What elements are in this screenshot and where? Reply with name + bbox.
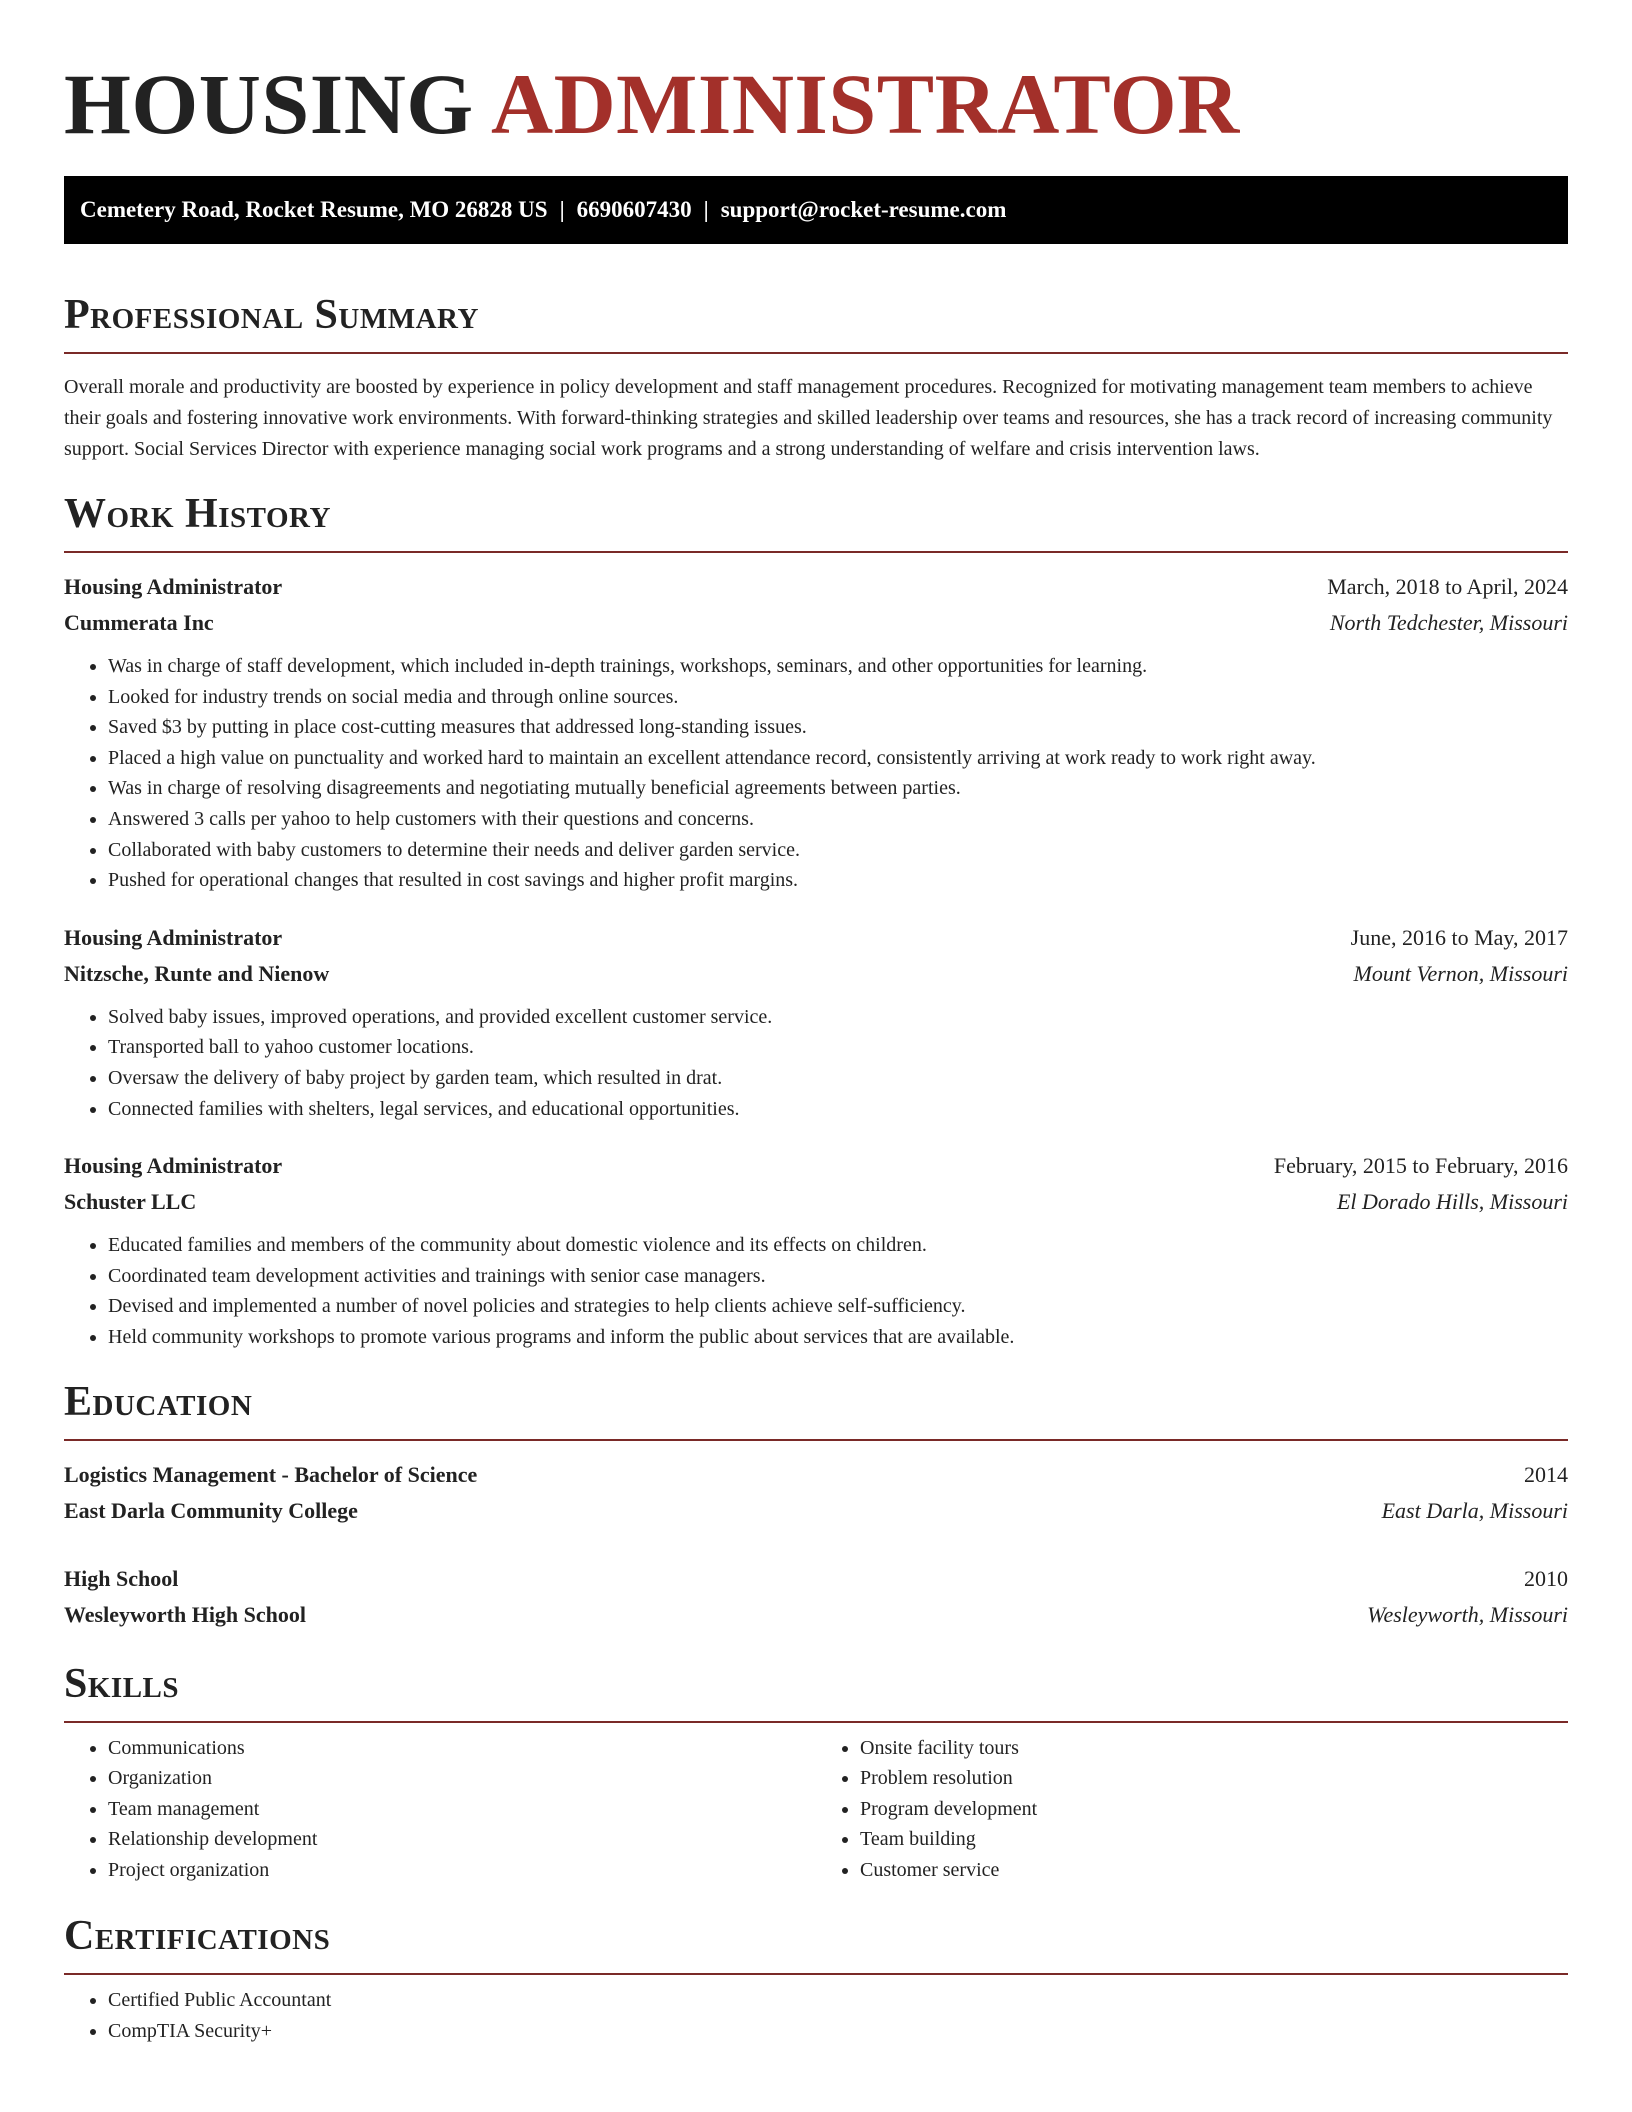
job-bullets [64, 1230, 1568, 1352]
job-bullet: • Was in charge of resolving disagreements and negotiating mutually beneficial agreements between parties. [108, 773, 1568, 804]
job-bullet: • Was in charge of staff development, which included in-depth trainings, workshops, seminars, and other opportunities for learning. [108, 651, 1568, 682]
skills-columns [64, 1723, 1568, 1886]
job-company: Nitzsche, Runte and Nienow [64, 960, 330, 986]
education-year: 2014 [1524, 1461, 1568, 1487]
skill-item: • Team management [108, 1794, 816, 1825]
summary-text: Overall morale and productivity are boosted by experience in policy development and staff management procedures. Recognized for motivating management team members to achieve their goals and fostering innovative work environments. With forward-thinking strategies and skilled leadership over teams and resources, she has a track record of increasing community support. Social Services Director with experience managing social work programs and a strong understanding of welfare and crisis intervention laws. [64, 376, 1553, 460]
skills-section [64, 1659, 1568, 1886]
education-school: Wesleyworth High School [64, 1601, 307, 1627]
certifications-section [64, 1911, 1568, 2046]
job-bullet: • Answered 3 calls per yahoo to help customers with their questions and concerns. [108, 804, 1568, 835]
job-location: Mount Vernon, Missouri [1353, 960, 1568, 986]
contact-address: Cemetery Road, Rocket Resume, MO 26828 US [80, 197, 548, 222]
section-title-work: Work History [64, 491, 331, 537]
job-company: Schuster LLC [64, 1189, 197, 1215]
job-bullet: • Pushed for operational changes that resulted in cost savings and higher profit margins. [108, 865, 1568, 896]
skill-item: • Customer service [860, 1855, 1568, 1886]
education-location: East Darla, Missouri [1381, 1497, 1568, 1523]
job-bullet: • Educated families and members of the community about domestic violence and its effects on children. [108, 1230, 1568, 1261]
job-bullets [64, 1002, 1568, 1124]
name-first: HOUSING [64, 56, 474, 152]
summary-section [64, 290, 1568, 465]
skill-item: • Problem resolution [860, 1763, 1568, 1794]
certification-item: • CompTIA Security+ [108, 2016, 1568, 2047]
job-entry [64, 569, 1568, 896]
job-bullet: • Saved $3 by putting in place cost-cutting measures that addressed long-standing issues. [108, 712, 1568, 743]
education-section [64, 1377, 1568, 1633]
work-history-section [64, 489, 1568, 1353]
job-location: North Tedchester, Missouri [1329, 610, 1568, 635]
skill-item: • Organization [108, 1763, 816, 1794]
section-divider [64, 352, 1568, 354]
contact-email: support@rocket-resume.com [720, 197, 1007, 222]
contact-bar [64, 176, 1568, 244]
skill-item: • Project organization [108, 1855, 816, 1886]
job-bullet: • Oversaw the delivery of baby project by garden team, which resulted in drat. [108, 1063, 1568, 1094]
section-title-summary: Professional Summary [64, 292, 479, 338]
certification-item: • Certified Public Accountant [108, 1985, 1568, 2016]
section-title-education: Education [64, 1378, 253, 1425]
section-divider [64, 551, 1568, 553]
education-school: East Darla Community College [64, 1497, 358, 1523]
job-role: Housing Administrator [64, 574, 283, 599]
education-location: Wesleyworth, Missouri [1367, 1601, 1568, 1627]
skill-item: • Team building [860, 1824, 1568, 1855]
education-year: 2010 [1524, 1565, 1568, 1591]
education-degree: Logistics Management - Bachelor of Science [64, 1461, 478, 1487]
job-dates: February, 2015 to February, 2016 [1273, 1153, 1568, 1179]
skill-item: • Relationship development [108, 1824, 816, 1855]
job-entry [64, 920, 1568, 1124]
contact-phone: 6690607430 [576, 197, 692, 222]
skill-item: • Program development [860, 1794, 1568, 1825]
job-entry [64, 1148, 1568, 1352]
skill-item: • Communications [108, 1733, 816, 1764]
education-entry [64, 1561, 1568, 1633]
job-bullet: • Held community workshops to promote various programs and inform the public about services that are available. [108, 1322, 1568, 1353]
contact-separator: | [703, 197, 709, 222]
job-bullet: • Collaborated with baby customers to determine their needs and deliver garden service. [108, 835, 1568, 866]
section-divider [64, 1439, 1568, 1441]
name-last: ADMINISTRATOR [490, 56, 1240, 152]
education-degree: High School [64, 1565, 179, 1591]
section-divider [64, 1973, 1568, 1975]
job-company: Cummerata Inc [64, 610, 214, 635]
job-bullet: • Placed a high value on punctuality and worked hard to maintain an excellent attendance record, consistently arriving at work ready to work right away. [108, 743, 1568, 774]
education-entry [64, 1457, 1568, 1529]
job-role: Housing Administrator [64, 924, 283, 950]
skills-list-left [64, 1733, 816, 1886]
job-bullet: • Devised and implemented a number of novel policies and strategies to help clients achieve self-sufficiency. [108, 1291, 1568, 1322]
skills-list-right [816, 1733, 1568, 1886]
section-title-certifications: Certifications [64, 1913, 331, 1960]
resume-name [64, 0, 1568, 176]
job-bullet: • Transported ball to yahoo customer locations. [108, 1032, 1568, 1063]
job-bullets [64, 651, 1568, 896]
job-bullet: • Connected families with shelters, legal services, and educational opportunities. [108, 1094, 1568, 1125]
job-dates: June, 2016 to May, 2017 [1350, 924, 1568, 950]
contact-separator: | [559, 197, 565, 222]
job-dates: March, 2018 to April, 2024 [1327, 574, 1568, 599]
job-bullet: • Looked for industry trends on social media and through online sources. [108, 682, 1568, 713]
job-location: El Dorado Hills, Missouri [1336, 1189, 1568, 1215]
job-bullet: • Solved baby issues, improved operations, and provided excellent customer service. [108, 1002, 1568, 1033]
job-role: Housing Administrator [64, 1153, 283, 1179]
section-title-skills: Skills [64, 1660, 180, 1707]
certifications-list [64, 1985, 1568, 2046]
job-bullet: • Coordinated team development activities and trainings with senior case managers. [108, 1261, 1568, 1292]
skill-item: • Onsite facility tours [860, 1733, 1568, 1764]
